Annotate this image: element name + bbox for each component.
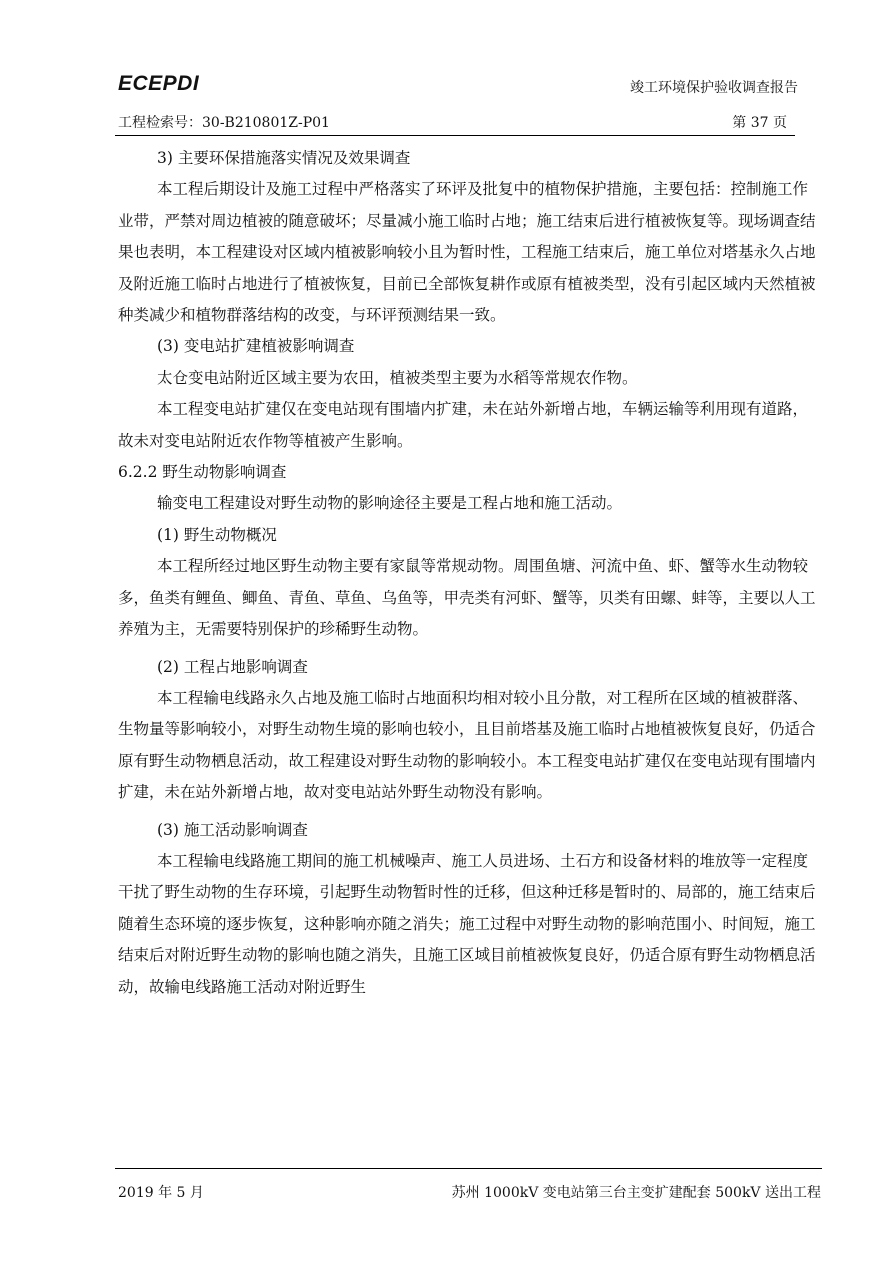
subsection-heading: 3) 主要环保措施落实情况及效果调查 <box>157 149 411 167</box>
document-body <box>118 143 822 1003</box>
subsection-heading: (2) 工程占地影响调查 <box>157 657 308 676</box>
report-title: 竣工环境保护验收调查报告 <box>630 80 798 96</box>
body-paragraph: 输变电工程建设对野生动物的影响途径主要是工程占地和施工活动。 <box>157 494 623 513</box>
body-paragraph: 本工程变电站扩建仅在变电站现有围墙内扩建，未在站外新增占地，车辆运输等利用现有道路，故未对变电站附近农作物等植被产生影响。 <box>118 400 809 450</box>
company-logo: ECEPDI <box>118 72 200 95</box>
footer-date: 2019 年 5 月 <box>118 1185 204 1201</box>
subsection-heading: (3) 施工活动影响调查 <box>157 820 308 839</box>
footer-divider <box>115 1168 822 1169</box>
page-number: 第 37 页 <box>732 115 787 131</box>
body-paragraph: 本工程所经过地区野生动物主要有家鼠等常规动物。周围鱼塘、河流中鱼、虾、蟹等水生动物较多，鱼类有鲤鱼、鲫鱼、青鱼、草鱼、乌鱼等，甲壳类有河虾、蟹等，贝类有田螺、蚌等，主要以人工养殖为主，无需要特别保护的珍稀野生动物。 <box>118 557 816 639</box>
section-heading: 6.2.2 野生动物影响调查 <box>118 463 287 482</box>
subsection-heading: (3) 变电站扩建植被影响调查 <box>157 337 355 356</box>
document-id: 工程检索号：30-B210801Z-P01 <box>118 115 330 131</box>
body-paragraph: 本工程输电线路施工期间的施工机械噪声、施工人员进场、土石方和设备材料的堆放等一定程度干扰了野生动物的生存环境，引起野生动物暂时性的迁移，但这种迁移是暂时的、局部的，施工结束后随着生态环境的逐步恢复，这种影响亦随之消失；施工过程中对野生动物的影响范围小、时间短，施工结束后对附近野生动物的影响也随之消失，且施工区域目前植被恢复良好，仍适合原有野生动物栖息活动，故输电线路施工活动对附近野生 <box>118 851 816 996</box>
body-paragraph: 太仓变电站附近区域主要为农田，植被类型主要为水稻等常规农作物。 <box>157 368 638 387</box>
body-paragraph: 本工程输电线路永久占地及施工临时占地面积均相对较小且分散，对工程所在区域的植被群落、生物量等影响较小，对野生动物生境的影响也较小，且目前塔基及施工临时占地植被恢复良好，仍适合原有野生动物栖息活动，故工程建设对野生动物的影响较小。本工程变电站扩建仅在变电站现有围墙内扩建，未在站外新增占地，故对变电站站外野生动物没有影响。 <box>118 688 816 802</box>
header-divider <box>115 135 795 136</box>
footer-project-name: 苏州 1000kV 变电站第三台主变扩建配套 500kV 送出工程 <box>451 1185 821 1201</box>
subsection-heading: (1) 野生动物概况 <box>157 525 277 544</box>
body-paragraph: 本工程后期设计及施工过程中严格落实了环评及批复中的植物保护措施，主要包括：控制施工作业带，严禁对周边植被的随意破坏；尽量减小施工临时占地；施工结束后进行植被恢复等。现场调查结果也表明，本工程建设对区域内植被影响较小且为暂时性，工程施工结束后，施工单位对塔基永久占地及附近施工临时占地进行了植被恢复，目前已全部恢复耕作或原有植被类型，没有引起区域内天然植被种类减少和植物群落结构的改变，与环评预测结果一致。 <box>118 180 816 325</box>
